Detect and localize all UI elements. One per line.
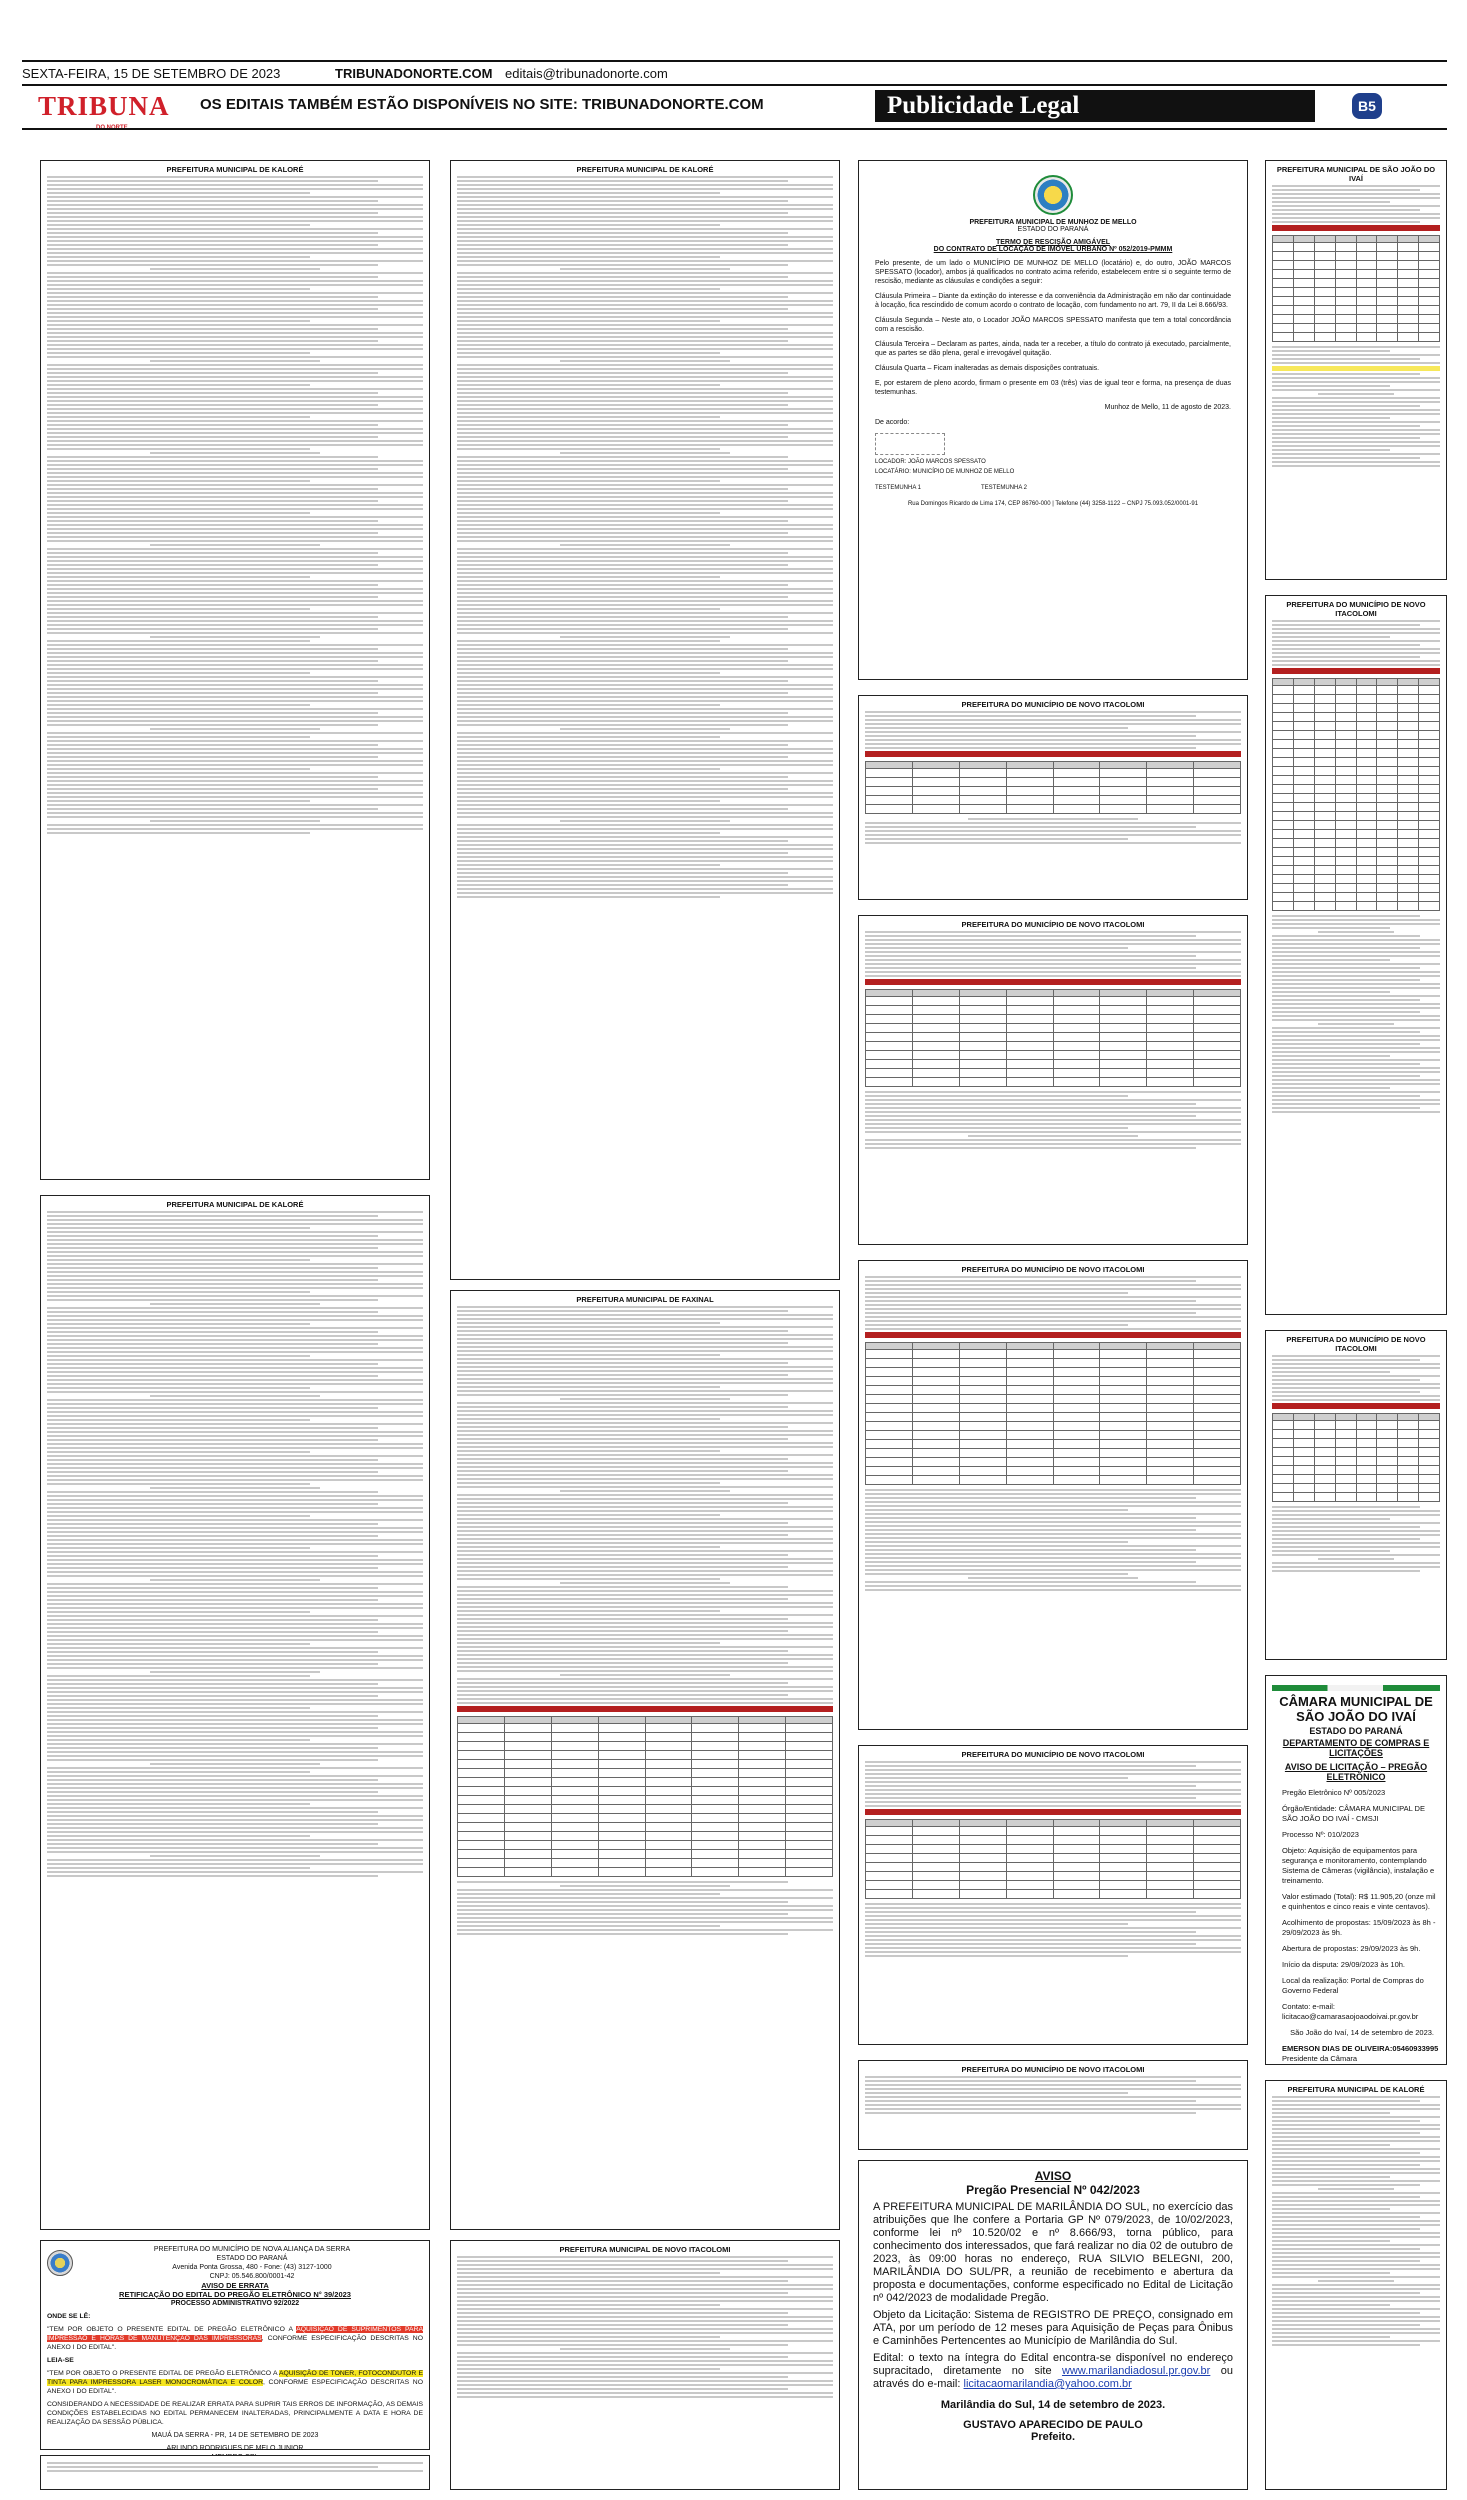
ata-content [865,1276,1241,1591]
aviso-signatory: GUSTAVO APARECIDO DE PAULO [963,2419,1143,2431]
ata-content [1272,620,1440,1113]
camara-processo: Processo Nº: 010/2023 [1282,1830,1359,1839]
camara-signatory: EMERSON DIAS DE OLIVEIRA:05460933995 [1282,2044,1439,2053]
munhoz-clause-4: Cláusula Quarta – Ficam inalteradas as demais disposições contratuais. [875,365,1100,372]
aviso-marilandia [858,2160,1248,2490]
camara-state: ESTADO DO PARANÁ [1309,1726,1403,1736]
legal-body-text [47,1211,423,1877]
munhoz-intro: Pelo presente, de um lado o MUNICÍPIO DE MUNHOZ DE MELLO (locatário) e, do outro, JOÃO MARCOS SPESSATO (locador), ambos já qualificados no contrato acima referido, estabelecem entre si o seguinte termo de rescisão, mediante as cláusulas e condições a seguir: [875,260,1231,285]
page-number-badge: B5 [1352,93,1382,119]
novo-itacolomi-portaria-2 [450,2240,840,2490]
kalore-decree-1 [40,160,430,1180]
ata-content [865,931,1241,1149]
errata-date: MAUÁ DA SERRA - PR, 14 DE SETEMBRO DE 2023 [151,2432,319,2439]
locatario-signature: LOCATÁRIO: MUNICÍPIO DE MUNHOZ DE MELLO [875,469,1015,475]
municipal-seal-icon [47,2250,73,2276]
munhoz-subtitle: DO CONTRATO DE LOCAÇÃO DE IMÓVEL URBANO Nº 052/2019-PMMM [933,246,1173,253]
aviso-site-link[interactable]: www.marilandiadosul.pr.gov.br [1061,2365,1211,2377]
novo-itacolomi-ata-2 [858,915,1248,1245]
kalore-decree-4 [1265,2080,1447,2490]
notice-heading: PREFEITURA DO MUNICÍPIO DE NOVO ITACOLOMI [961,1265,1145,1274]
kalore-decree-2 [40,1195,430,2230]
notice-heading: PREFEITURA MUNICIPAL DE KALORÉ [576,165,714,174]
tribuna-logo: TRIBUNA [38,91,170,121]
notice-heading: PREFEITURA DO MUNICÍPIO DE NOVO ITACOLOMI [1286,1335,1426,1353]
aviso-title: AVISO [1034,2169,1072,2183]
sao-joao-ivai-ata [1265,160,1447,580]
novo-itacolomi-portaria-1 [40,2455,430,2490]
camara-local: Local da realização: Portal de Compras do Governo Federal [1282,1976,1424,1995]
camara-contato: Contato: e-mail: licitacao@camarasaojoaodoivai.pr.gov.br [1282,2002,1419,2021]
legal-body-text [47,176,423,834]
munhoz-closing: E, por estarem de pleno acordo, firmam o presente em 03 (três) vias de igual teor e forma, na presença de duas testemunhas. [875,380,1231,396]
errata-org: PREFEITURA DO MUNICÍPIO DE NOVA ALIANÇA DA SERRA [153,2246,351,2253]
camara-orgao: Órgão/Entidade: CÂMARA MUNICIPAL DE SÃO JOÃO DO IVAÍ - CMSJI [1282,1804,1425,1823]
notice-heading: PREFEITURA DO MUNICÍPIO DE NOVO ITACOLOMI [961,2065,1145,2074]
witness-2: TESTEMUNHA 2 [981,485,1028,491]
camara-propostas: Acolhimento de propostas: 15/09/2023 às 8h - 29/09/2023 às 9h. [1282,1918,1436,1937]
section-rule [22,128,1447,130]
legal-body-text [457,1306,833,1935]
camara-objeto: Objeto: Aquisição de equipamentos para segurança e monitoramento, contemplando Sistema de Câmeras (vigilância), instalação e treinamento. [1282,1846,1435,1885]
errata-corrected-text: "TEM POR OBJETO O PRESENTE EDITAL DE PREGÃO ELETRÔNICO A AQUISIÇÃO DE TONER, FOTOCONDUTOR E TINTA PARA IMPRESSORA LASER MONOCROMÁTICA E COLOR, CONFORME ESPECIFICAÇÃO DESCRITAS NO ANEXO I DO EDITAL". [47,2370,423,2395]
ata-content [1272,1355,1440,1572]
contact-email[interactable]: editais@tribunadonorte.com [505,66,668,81]
munhoz-date: Munhoz de Mello, 11 de agosto de 2023. [1104,404,1231,411]
signature-stamp [875,433,945,455]
notice-heading: PREFEITURA MUNICIPAL DE NOVO ITACOLOMI [559,2245,731,2254]
sites-notice: OS EDITAIS TAMBÉM ESTÃO DISPONÍVEIS NO SITE: TRIBUNADONORTE.COM [200,96,764,113]
notice-heading: PREFEITURA DO MUNICÍPIO DE NOVO ITACOLOMI [1286,600,1426,618]
aviso-email-link[interactable]: licitacaomarilandia@yahoo.com.br [963,2378,1132,2390]
top-rule [22,60,1447,62]
notice-heading: PREFEITURA MUNICIPAL DE SÃO JOÃO DO IVAÍ [1276,165,1436,183]
aviso-role: Prefeito. [1030,2431,1075,2443]
municipal-flag-bar [1272,1685,1440,1691]
faxinal-notice [450,1290,840,2230]
legal-body-text [865,2076,1241,2114]
munhoz-state: ESTADO DO PARANÁ [1017,226,1089,233]
errata-title: AVISO DE ERRATA [201,2281,269,2290]
notice-heading: PREFEITURA DO MUNICÍPIO DE NOVO ITACOLOMI [961,920,1145,929]
munhoz-clause-3: Cláusula Terceira – Declaram as partes, ainda, nada ter a receber, a título do contrato já executado, parcialmente, que as partes se dão plena, geral e irrevogável quitação. [875,341,1231,357]
errata-signatory: ARLINDO RODRIGUES DE MELO JUNIOR [166,2445,304,2452]
errata-state: ESTADO DO PARANÁ [216,2255,288,2262]
munhoz-clause-2: Cláusula Segunda – Neste ato, o Locador JOÃO MARCOS SPESSATO manifesta que tem a total concordância com a rescisão. [875,317,1231,333]
aviso-objeto: Objeto da Licitação: Sistema de REGISTRO DE PREÇO, consignado em ATA, por um período de 12 meses para Aquisição de Peças para Ônibus e Caminhões Pertencentes ao Município de Marilândia do Sul. [873,2309,1233,2347]
ata-content [865,711,1241,844]
munhoz-agreed: De acordo: [875,419,910,426]
ata-content [865,1761,1241,1957]
camara-date: São João do Ivaí, 14 de setembro de 2023. [1290,2028,1434,2037]
section-title: Publicidade Legal [875,90,1315,122]
aviso-body: A PREFEITURA MUNICIPAL DE MARILÂNDIA DO SUL, no exercício das atribuições que lhe confere a Portaria GP Nº 079/2023, de 10/02/2023, conforme lei nº 10.520/02 e nº 8.666/93, torna público, para conhecimento dos interessados, que fará realizar no dia 02 de outubro de 2023, às 09:00 horas no endereço, RUA SILVIO BELEGNI, 200, MARILÂNDIA DO SUL/PR, a reunião de recebimento e abertura da proposta e documentações, conforme especificado no Edital de Licitação nº 042/2023 de modalidade Pregão. [873,2201,1233,2304]
site-url[interactable]: TRIBUNADONORTE.COM [335,66,493,81]
aviso-subtitle: Pregão Presencial Nº 042/2023 [966,2183,1140,2197]
camara-title: CÂMARA MUNICIPAL DE SÃO JOÃO DO IVAÍ [1279,1694,1433,1724]
leia-se-label: LEIA-SE [47,2357,74,2364]
munhoz-footer: Rua Domingos Ricardo de Lima 174, CEP 86760-000 | Telefone (44) 3258-1122 – CNPJ 75.093.052/0001-91 [907,501,1199,507]
notice-heading: PREFEITURA MUNICIPAL DE KALORÉ [166,165,304,174]
legal-body-text [457,2256,833,2398]
novo-itacolomi-ata-5 [1265,595,1447,1315]
novo-itacolomi-ata-1 [858,695,1248,900]
kalore-decree-3 [450,160,840,1280]
camara-signatory-role: Presidente da Câmara [1282,2054,1358,2063]
novo-itacolomi-ata-3 [858,1260,1248,1730]
notice-heading: PREFEITURA DO MUNICÍPIO DE NOVO ITACOLOMI [961,700,1145,709]
errata-original-text: "TEM POR OBJETO O PRESENTE EDITAL DE PREGÃO ELETRÔNICO A AQUISIÇÃO DE SUPRIMENTOS PARA IMPRESSÃO E HORAS DE MANUTENÇÃO DAS IMPRESSORAS, CONFORME ESPECIFICAÇÃO DESCRITAS NO ANEXO I DO EDITAL". [47,2326,424,2351]
errata-subtitle: RETIFICAÇÃO DO EDITAL DO PREGÃO ELETRÔNICO N° 39/2023 [119,2290,351,2299]
camara-aviso-title: AVISO DE LICITAÇÃO – PREGÃO ELETRÔNICO [1284,1762,1428,1782]
munhoz-coat-of-arms-icon [1033,175,1073,215]
masthead-rule [22,84,1447,86]
errata-process: PROCESSO ADMINISTRATIVO 92/2022 [170,2300,300,2307]
camara-pregao: Pregão Eletrônico Nº 005/2023 [1282,1788,1386,1797]
errata-cnpj: CNPJ: 05.546.800/0001-42 [209,2273,295,2280]
notice-heading: PREFEITURA MUNICIPAL DE KALORÉ [1287,2085,1425,2094]
novo-itacolomi-ata-4 [858,1745,1248,2045]
camara-abertura: Abertura de propostas: 29/09/2023 às 9h. [1282,1944,1421,1953]
novo-itacolomi-portaria-3 [858,2060,1248,2150]
errata-considerations: CONSIDERANDO A NECESSIDADE DE REALIZAR ERRATA PARA SUPRIR TAIS ERROS DE INFORMAÇÃO, AS DEMAIS CONDIÇÕES ESTABELECIDAS NO EDITAL PERMANECEM INALTERADAS, PRINCIPALMENTE A DATA E HORA DE REALIZAÇÃO DA SESSÃO PÚBLICA. [47,2401,423,2426]
onde-se-le-label: ONDE SE LÊ: [47,2313,91,2320]
camara-sao-joao-ivai [1265,1675,1447,2065]
novo-itacolomi-ata-6 [1265,1330,1447,1660]
legal-body-text [457,176,833,898]
camara-disputa: Início da disputa: 29/09/2023 às 10h. [1282,1960,1406,1969]
errata-address: Avenida Ponta Grossa, 480 - Fone: (43) 3127-1000 [172,2264,332,2271]
aviso-edital: Edital: o texto na íntegra do Edital encontra-se disponível no endereço supracitado, diretamente no site www.marilandiadosul.pr.gov.br ou através do e-mail: licitacaomarilandia@yahoo.com.br [873,2352,1233,2390]
notice-heading: PREFEITURA DO MUNICÍPIO DE NOVO ITACOLOMI [961,1750,1145,1759]
camara-valor: Valor estimado (Total): R$ 11.905,20 (onze mil e quinhentos e cinco reais e vinte centavos). [1282,1892,1436,1911]
munhoz-clause-1: Cláusula Primeira – Diante da extinção do interesse e da conveniência da Administração em não dar continuidade à locação, fica rescindido de comum acordo o contrato de locação, com fundamento no art. 79, II da Lei 8.666/93. [875,293,1231,309]
masthead [0,0,1467,81]
munhoz-org: PREFEITURA MUNICIPAL DE MUNHOZ DE MELLO [969,219,1137,226]
notice-heading: PREFEITURA MUNICIPAL DE FAXINAL [576,1295,714,1304]
munhoz-title: TERMO DE RESCISÃO AMIGÁVEL [995,239,1111,246]
ata-content [1272,185,1440,467]
errata-notice [40,2240,430,2450]
camara-dept: DEPARTAMENTO DE COMPRAS E LICITAÇÕES [1282,1738,1430,1758]
notice-heading: PREFEITURA MUNICIPAL DE KALORÉ [166,1200,304,1209]
legal-body-text [1272,2096,1440,2346]
witness-1: TESTEMUNHA 1 [875,485,922,491]
locador-signature: LOCADOR: JOÃO MARCOS SPESSATO [875,459,986,465]
munhoz-termo-rescisao [858,160,1248,680]
issue-date: SEXTA-FEIRA, 15 DE SETEMBRO DE 2023 [22,66,281,81]
aviso-date: Marilândia do Sul, 14 de setembro de 2023. [940,2399,1166,2411]
